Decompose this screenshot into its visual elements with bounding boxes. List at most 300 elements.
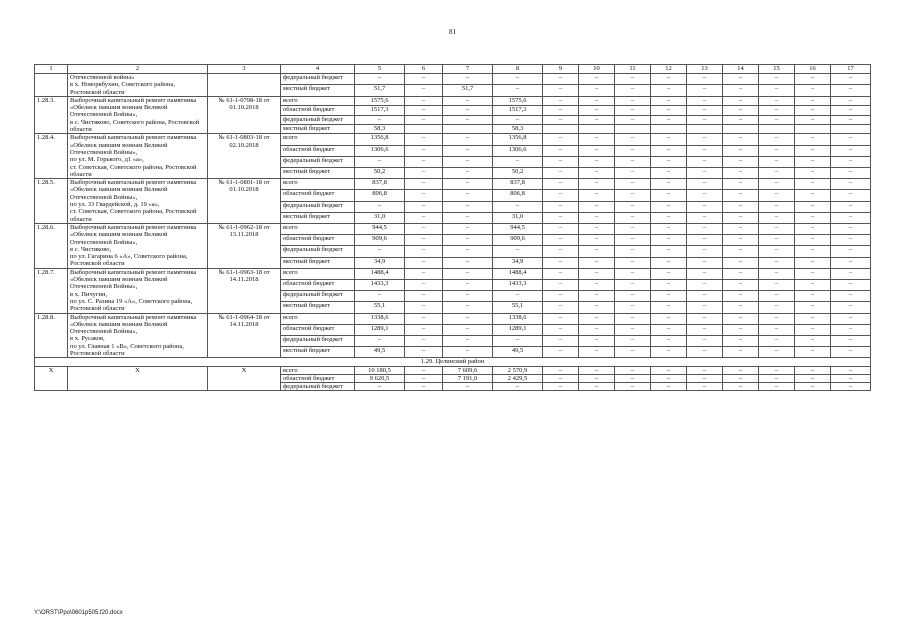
value-cell: – [723,134,759,145]
value-cell: – [579,156,615,167]
value-cell: 944,5 [493,223,543,234]
value-cell: – [831,335,871,346]
budget-type: областной бюджет [281,374,355,382]
value-cell: – [543,179,579,190]
value-cell: – [443,190,493,201]
column-header: 17 [831,65,871,74]
value-cell: – [831,115,871,124]
value-cell: – [543,74,579,85]
value-cell: – [615,268,651,279]
value-cell: – [687,96,723,105]
value-cell: – [759,106,795,115]
value-cell: – [831,106,871,115]
value-cell: 10 180,5 [355,366,405,374]
value-cell: 909,6 [355,235,405,246]
value-cell: – [443,257,493,268]
budget-type: всего [281,366,355,374]
value-cell: – [687,212,723,223]
value-cell: – [579,85,615,96]
value-cell: – [687,179,723,190]
value-cell: – [405,268,443,279]
value-cell: – [687,235,723,246]
value-cell: – [405,302,443,313]
table-row [35,96,871,105]
value-cell: – [615,115,651,124]
value-cell: – [795,74,831,85]
value-cell: – [543,223,579,234]
value-cell: – [687,324,723,335]
value-cell: – [443,268,493,279]
value-cell: – [615,324,651,335]
registration-number: № 61-1-0798-18 от 01.10.2018 [208,96,281,133]
column-header: 4 [281,65,355,74]
value-cell: – [831,85,871,96]
value-cell: – [759,268,795,279]
value-cell: – [759,279,795,290]
item-description: Отечественной войны» в х. Новорябухин, Советского района, Ростовской области [68,74,208,97]
value-cell: – [493,85,543,96]
value-cell: – [831,302,871,313]
value-cell: – [687,106,723,115]
value-cell [831,124,871,133]
value-cell: – [687,115,723,124]
budget-type: областной бюджет [281,106,355,115]
value-cell [759,124,795,133]
value-cell: – [759,223,795,234]
value-cell: – [687,74,723,85]
value-cell: 31,0 [355,212,405,223]
value-cell: – [615,347,651,358]
summary-marker: Х [68,366,208,391]
value-cell [795,124,831,133]
value-cell: – [687,335,723,346]
value-cell: – [795,134,831,145]
value-cell: – [723,223,759,234]
value-cell: – [355,156,405,167]
value-cell: – [795,257,831,268]
value-cell: – [723,156,759,167]
value-cell: – [579,366,615,374]
budget-type: областной бюджет [281,190,355,201]
value-cell: – [615,96,651,105]
value-cell [405,124,443,133]
value-cell: – [493,291,543,302]
value-cell: – [795,85,831,96]
budget-type: местный бюджет [281,302,355,313]
value-cell: 49,5 [355,347,405,358]
item-description: Выборочный капитальный ремонт памятника «Обелиск павшим воинам Великой Отечественной Войны», в с. Чистяково, по ул. Гагарина 6 «А», Советского района, Ростовской области [68,223,208,268]
value-cell: – [615,374,651,382]
item-number [35,74,68,97]
value-cell: – [405,366,443,374]
value-cell: – [651,235,687,246]
value-cell: – [543,156,579,167]
value-cell: 806,8 [493,190,543,201]
value-cell: – [759,246,795,257]
value-cell: – [543,235,579,246]
value-cell: – [443,223,493,234]
value-cell: – [651,279,687,290]
column-header: 14 [723,65,759,74]
value-cell: – [831,324,871,335]
budget-type: федеральный бюджет [281,335,355,346]
value-cell: – [831,347,871,358]
value-cell: 1575,6 [355,96,405,105]
value-cell: – [579,115,615,124]
value-cell: – [759,134,795,145]
value-cell: 1356,8 [493,134,543,145]
value-cell: – [723,291,759,302]
value-cell: – [795,302,831,313]
value-cell: 55,1 [493,302,543,313]
value-cell: 1306,6 [493,145,543,156]
value-cell: – [615,302,651,313]
budget-type: всего [281,96,355,105]
budget-type: областной бюджет [281,324,355,335]
value-cell: 50,2 [493,167,543,178]
value-cell: – [543,335,579,346]
value-cell: 31,0 [493,212,543,223]
value-cell: – [405,179,443,190]
value-cell: – [405,383,443,391]
value-cell: – [615,335,651,346]
value-cell: – [405,279,443,290]
value-cell: – [493,335,543,346]
value-cell: – [831,268,871,279]
value-cell: – [651,324,687,335]
item-description: Выборочный капитальный ремонт памятника «Обелиск павшим воинам Великой Отечественной Войны», в х. Русаков, по ул. Главная 1 «В», Советского района, Ростовской области [68,313,208,358]
value-cell: – [759,74,795,85]
value-cell: – [687,279,723,290]
budget-type: федеральный бюджет [281,291,355,302]
value-cell: – [723,201,759,212]
column-header: 15 [759,65,795,74]
section-title: 1.29. Целинский район [35,358,871,366]
value-cell: – [443,156,493,167]
value-cell: – [831,235,871,246]
value-cell: – [795,190,831,201]
value-cell: – [795,268,831,279]
value-cell: – [405,324,443,335]
value-cell: – [443,201,493,212]
value-cell: – [831,134,871,145]
value-cell: 837,8 [355,179,405,190]
value-cell: – [759,257,795,268]
summary-marker: Х [208,366,281,391]
value-cell: – [543,134,579,145]
value-cell: – [723,246,759,257]
value-cell: – [543,374,579,382]
value-cell: – [687,366,723,374]
value-cell: – [651,85,687,96]
budget-type: местный бюджет [281,85,355,96]
value-cell: – [543,115,579,124]
value-cell: – [405,257,443,268]
budget-type: федеральный бюджет [281,201,355,212]
value-cell: – [579,74,615,85]
value-cell: 1433,3 [493,279,543,290]
value-cell: – [759,115,795,124]
value-cell: – [651,156,687,167]
value-cell: – [831,156,871,167]
value-cell: – [795,366,831,374]
value-cell: – [543,302,579,313]
budget-type: местный бюджет [281,124,355,133]
budget-type: федеральный бюджет [281,115,355,124]
budget-type: местный бюджет [281,167,355,178]
value-cell: – [723,85,759,96]
value-cell: – [687,313,723,324]
value-cell: – [651,96,687,105]
value-cell: – [651,212,687,223]
value-cell: 1488,4 [355,268,405,279]
value-cell: – [759,96,795,105]
column-header: 10 [579,65,615,74]
value-cell: – [579,246,615,257]
table-row [35,313,871,324]
value-cell: – [443,134,493,145]
column-header: 3 [208,65,281,74]
value-cell: – [687,190,723,201]
value-cell: – [723,145,759,156]
value-cell [723,124,759,133]
value-cell: – [759,335,795,346]
budget-type: областной бюджет [281,279,355,290]
value-cell: – [579,201,615,212]
value-cell: – [795,145,831,156]
value-cell: 1517,3 [493,106,543,115]
value-cell: – [355,201,405,212]
value-cell: – [795,167,831,178]
value-cell: – [651,257,687,268]
value-cell: 1289,1 [355,324,405,335]
table-row [35,179,871,190]
budget-type: местный бюджет [281,257,355,268]
column-number-row [35,65,871,74]
budget-type: федеральный бюджет [281,383,355,391]
value-cell: – [579,279,615,290]
value-cell: – [759,313,795,324]
value-cell: – [831,179,871,190]
value-cell: – [759,347,795,358]
summary-row [35,366,871,374]
budget-type: федеральный бюджет [281,246,355,257]
value-cell: – [493,201,543,212]
value-cell: – [615,134,651,145]
value-cell: – [443,115,493,124]
value-cell: – [723,313,759,324]
value-cell: 1517,3 [355,106,405,115]
value-cell: – [687,156,723,167]
column-header: 7 [443,65,493,74]
value-cell: – [543,257,579,268]
section-row [35,358,871,366]
budget-type: всего [281,134,355,145]
value-cell: 50,2 [355,167,405,178]
budget-type: местный бюджет [281,347,355,358]
value-cell: – [831,366,871,374]
value-cell: – [579,190,615,201]
item-number: 1.28.6. [35,223,68,268]
value-cell: – [651,366,687,374]
value-cell: – [543,167,579,178]
value-cell: – [687,246,723,257]
value-cell: – [723,106,759,115]
value-cell: 909,6 [493,235,543,246]
value-cell: – [759,145,795,156]
table-row [35,74,871,85]
value-cell: 34,9 [355,257,405,268]
value-cell: – [405,115,443,124]
registration-number [208,74,281,97]
value-cell: – [405,134,443,145]
value-cell: – [723,268,759,279]
value-cell: 837,8 [493,179,543,190]
value-cell: 2 429,5 [493,374,543,382]
value-cell: – [405,223,443,234]
value-cell: – [405,235,443,246]
value-cell: – [831,246,871,257]
value-cell: – [579,212,615,223]
value-cell: – [723,366,759,374]
value-cell: – [795,223,831,234]
value-cell: 49,5 [493,347,543,358]
value-cell: – [795,235,831,246]
value-cell: – [443,279,493,290]
value-cell: 1306,6 [355,145,405,156]
value-cell: – [651,223,687,234]
value-cell: – [723,115,759,124]
value-cell: – [615,179,651,190]
value-cell: – [579,134,615,145]
value-cell: – [831,96,871,105]
value-cell: – [651,313,687,324]
value-cell: – [443,335,493,346]
registration-number: № 61-1-0801-18 от 01.10.2018 [208,179,281,224]
value-cell: – [405,190,443,201]
value-cell: – [651,246,687,257]
value-cell: – [759,179,795,190]
value-cell: – [831,257,871,268]
value-cell: – [579,106,615,115]
value-cell: – [443,96,493,105]
value-cell: – [443,383,493,391]
value-cell: – [759,235,795,246]
value-cell: – [687,223,723,234]
registration-number: № 61-1-0803-18 от 02.10.2018 [208,134,281,179]
value-cell: – [543,313,579,324]
column-header: 6 [405,65,443,74]
value-cell: – [831,212,871,223]
item-number: 1.28.8. [35,313,68,358]
value-cell: – [579,324,615,335]
value-cell: – [405,96,443,105]
value-cell: 58,3 [493,124,543,133]
value-cell: – [615,156,651,167]
value-cell: – [615,223,651,234]
value-cell: – [579,268,615,279]
value-cell: 1289,1 [493,324,543,335]
value-cell: – [443,324,493,335]
value-cell: – [443,347,493,358]
value-cell: – [543,324,579,335]
value-cell: – [615,257,651,268]
value-cell: – [795,212,831,223]
value-cell: – [405,291,443,302]
value-cell: – [651,374,687,382]
value-cell: – [723,335,759,346]
value-cell: – [795,156,831,167]
value-cell: – [443,145,493,156]
value-cell: 51,7 [443,85,493,96]
value-cell: – [543,190,579,201]
value-cell: – [615,106,651,115]
summary-marker: Х [35,366,68,391]
value-cell: – [759,201,795,212]
value-cell: 1338,6 [493,313,543,324]
value-cell: – [543,106,579,115]
value-cell: – [579,302,615,313]
value-cell: – [687,85,723,96]
value-cell: – [651,145,687,156]
value-cell: – [687,268,723,279]
value-cell: – [795,291,831,302]
value-cell: – [615,383,651,391]
value-cell: – [615,74,651,85]
value-cell: – [443,74,493,85]
value-cell: – [493,383,543,391]
value-cell: – [405,313,443,324]
value-cell: 7 609,6 [443,366,493,374]
value-cell: – [493,115,543,124]
value-cell: – [723,212,759,223]
value-cell: – [543,145,579,156]
value-cell: – [687,257,723,268]
budget-type: всего [281,268,355,279]
value-cell: – [759,291,795,302]
value-cell: 1575,6 [493,96,543,105]
value-cell: – [795,179,831,190]
value-cell: 2 570,9 [493,366,543,374]
value-cell: – [651,383,687,391]
value-cell: – [443,235,493,246]
value-cell: – [723,279,759,290]
budget-table [34,64,871,391]
value-cell: 51,7 [355,85,405,96]
item-number: 1.28.7. [35,268,68,313]
value-cell: – [579,96,615,105]
value-cell: – [443,179,493,190]
value-cell: – [723,179,759,190]
value-cell: – [543,96,579,105]
value-cell: – [405,156,443,167]
value-cell: – [405,106,443,115]
item-number: 1.28.3. [35,96,68,133]
value-cell: – [723,96,759,105]
value-cell: 55,1 [355,302,405,313]
value-cell: – [759,156,795,167]
value-cell: – [443,291,493,302]
value-cell: – [759,212,795,223]
value-cell: 1356,8 [355,134,405,145]
value-cell: – [615,313,651,324]
item-number: 1.28.5. [35,179,68,224]
value-cell: – [493,74,543,85]
value-cell: 1338,6 [355,313,405,324]
budget-type: местный бюджет [281,212,355,223]
value-cell: – [759,324,795,335]
value-cell: – [579,335,615,346]
